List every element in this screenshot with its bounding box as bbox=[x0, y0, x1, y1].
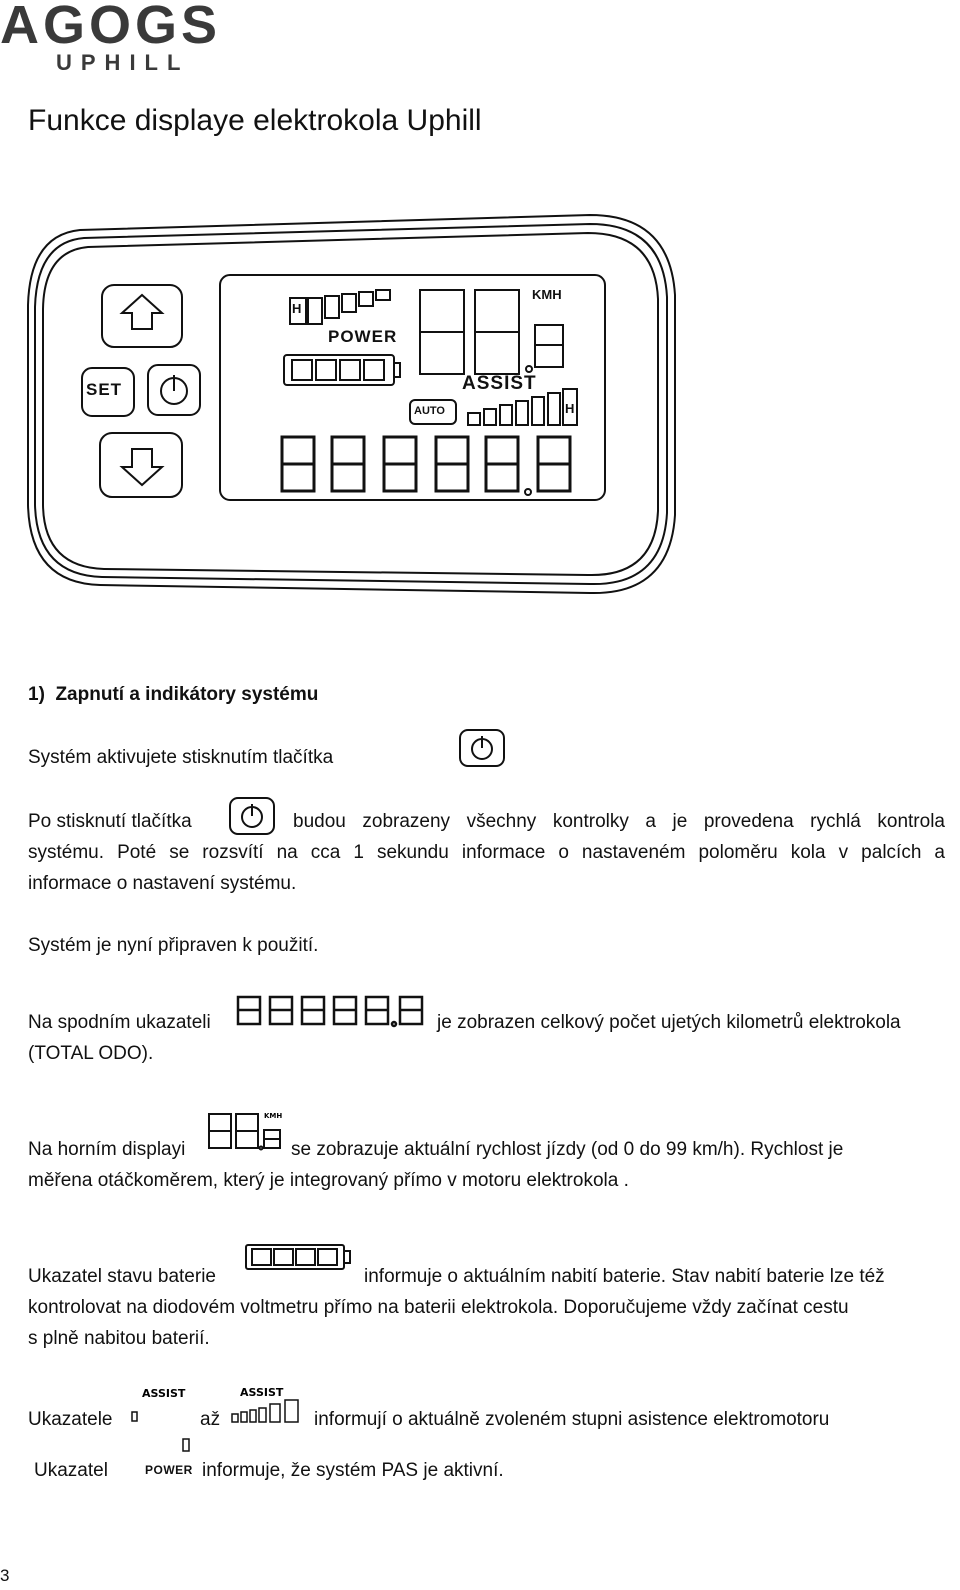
odo-b: je zobrazen celkový počet ujetých kilometrů elektrokola bbox=[437, 1012, 901, 1033]
section-heading: 1) Zapnutí a indikátory systému bbox=[28, 684, 319, 705]
p2-line3: informace o nastavení systému. bbox=[28, 873, 297, 894]
logo-sub: UPHILL bbox=[56, 50, 190, 75]
ready-text: Systém je nyní připraven k použití. bbox=[28, 935, 319, 956]
bat-line3: s plně nabitou baterií. bbox=[28, 1328, 210, 1349]
assist-min-icon bbox=[128, 1386, 198, 1456]
logo-main: AGOGS bbox=[0, 0, 222, 55]
bat-line2: kontrolovat na diodovém voltmetru přímo na baterii elektrokola. Doporučujeme vždy začínat cestu bbox=[28, 1297, 849, 1318]
pas-a: Ukazatel bbox=[34, 1460, 108, 1481]
assist-min-label: ASSIST bbox=[142, 1387, 186, 1400]
display-kmh-label: KMH bbox=[532, 287, 562, 302]
assist-c: informují o aktuálně zvoleném stupni asistence elektromotoru bbox=[314, 1409, 830, 1430]
assist-max-label: ASSIST bbox=[240, 1386, 284, 1399]
svg-text:KMH: KMH bbox=[264, 1112, 283, 1120]
display-h-label-2: H bbox=[565, 401, 575, 416]
display-illustration bbox=[20, 205, 680, 600]
p2-a: Po stisknutí tlačítka bbox=[28, 811, 192, 832]
speed-line2: měřena otáčkoměrem, který je integrovaný přímo v motoru elektrokola . bbox=[28, 1170, 629, 1191]
page-title: Funkce displaye elektrokola Uphill bbox=[28, 104, 482, 137]
power-icon bbox=[458, 728, 506, 768]
speed-digits-icon bbox=[206, 1108, 286, 1152]
assist-max-icon bbox=[230, 1384, 310, 1426]
display-h-label: H bbox=[292, 301, 302, 316]
power-icon-inline bbox=[228, 796, 276, 836]
display-assist-label: ASSIST bbox=[462, 373, 537, 394]
odo-a: Na spodním ukazateli bbox=[28, 1012, 211, 1033]
logo bbox=[0, 0, 270, 76]
power-label-icon: POWER bbox=[145, 1463, 193, 1477]
display-power-label: POWER bbox=[328, 327, 398, 346]
assist-a: Ukazatele bbox=[28, 1409, 113, 1430]
pas-b: informuje, že systém PAS je aktivní. bbox=[202, 1460, 504, 1481]
page-number: 3 bbox=[0, 1566, 10, 1585]
assist-b: až bbox=[200, 1409, 221, 1430]
display-set-label: SET bbox=[86, 380, 123, 399]
p2-b: budou zobrazeny všechny kontrolky a je provedena rychlá kontrola bbox=[293, 811, 945, 832]
p2-line2: systému. Poté se rozsvítí na cca 1 sekundu informace o nastaveném poloměru kola v palcích a bbox=[28, 842, 945, 863]
battery-icon bbox=[244, 1243, 354, 1271]
speed-a: Na horním displayi bbox=[28, 1139, 186, 1160]
bat-b: informuje o aktuálním nabití baterie. Stav nabití baterie lze též bbox=[364, 1266, 885, 1287]
odo-digits-icon bbox=[234, 994, 428, 1028]
odo-line2: (TOTAL ODO). bbox=[28, 1043, 154, 1064]
bat-a: Ukazatel stavu baterie bbox=[28, 1266, 216, 1287]
display-auto-label: AUTO bbox=[414, 405, 445, 417]
speed-b: se zobrazuje aktuální rychlost jízdy (od 0 do 99 km/h). Rychlost je bbox=[291, 1139, 844, 1160]
activate-text: Systém aktivujete stisknutím tlačítka bbox=[28, 747, 334, 768]
